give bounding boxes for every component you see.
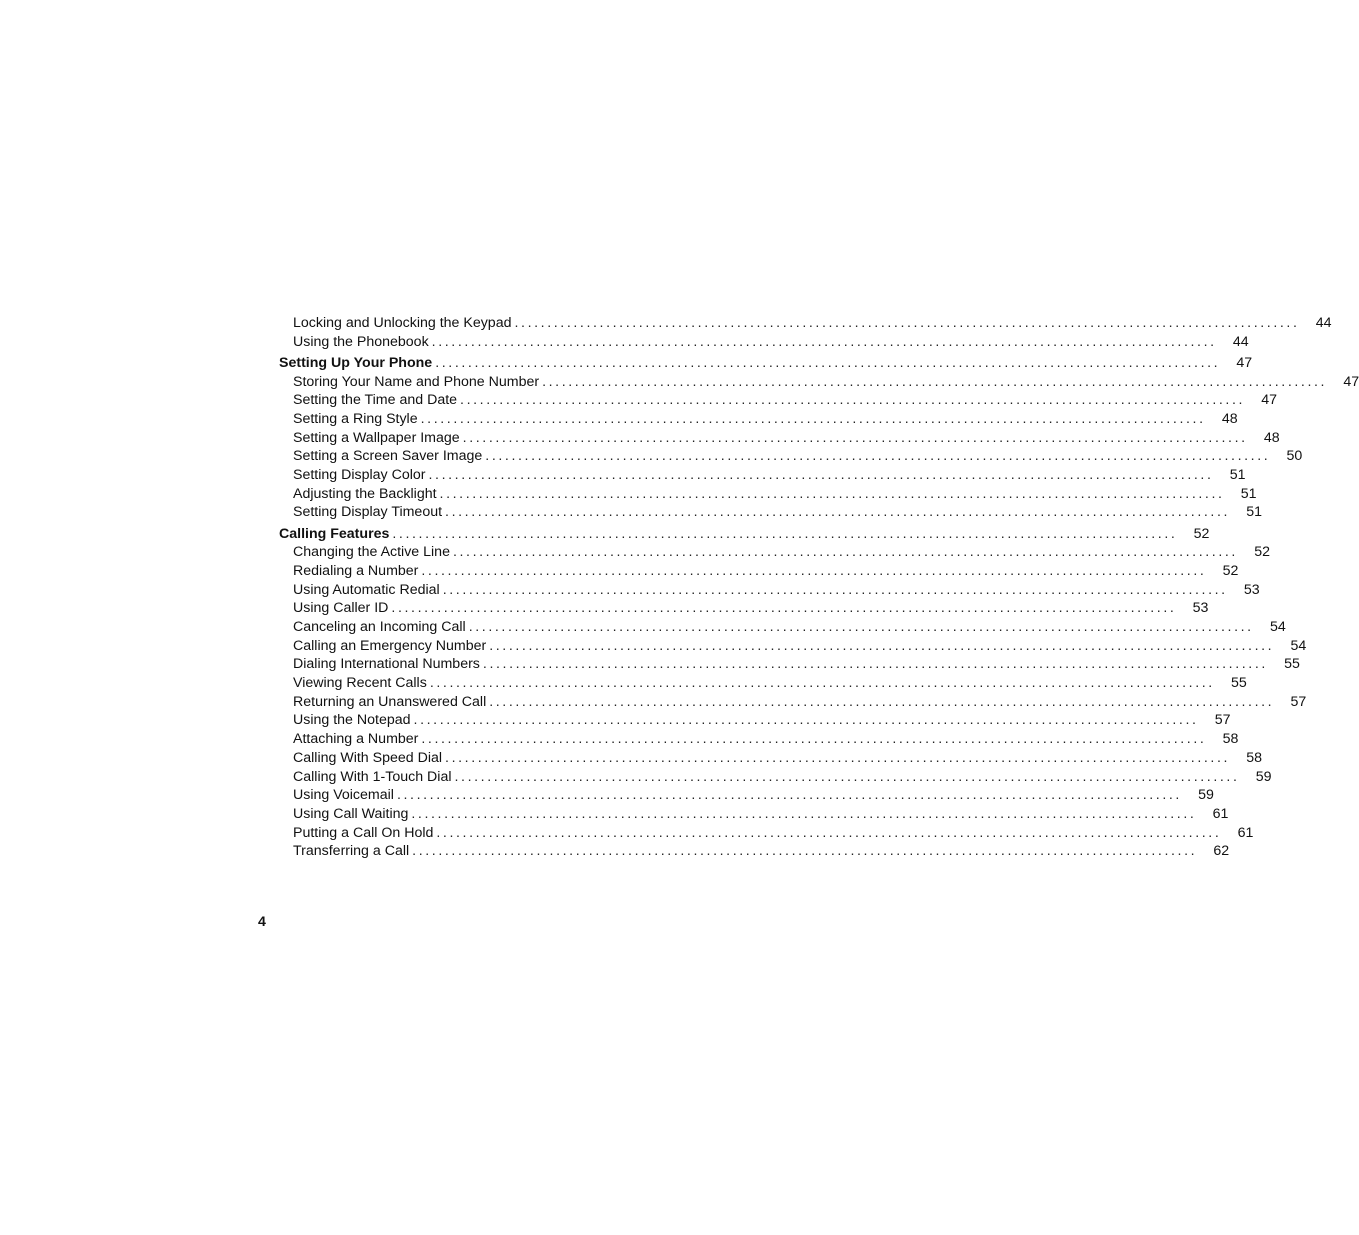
toc-entry-page: 62	[1213, 843, 1230, 860]
toc-entry-title: Setting a Ring Style	[293, 410, 418, 427]
toc-entry[interactable]	[279, 842, 1230, 861]
toc-entry-page: 50	[1286, 448, 1303, 465]
toc-entry[interactable]	[279, 314, 1332, 333]
toc-entry[interactable]	[279, 581, 1260, 600]
toc-entry[interactable]	[279, 768, 1272, 787]
toc-entry[interactable]	[279, 786, 1214, 805]
toc-entry-title: Attaching a Number	[293, 731, 419, 748]
toc-entry-page: 54	[1269, 619, 1286, 635]
toc-entry[interactable]	[279, 429, 1280, 448]
toc-dot-leader: ........................................................................................................................	[411, 805, 1197, 822]
toc-entry-page: 58	[1222, 731, 1239, 748]
toc-section-title: Setting Up Your Phone	[279, 354, 433, 371]
toc-entry[interactable]	[279, 730, 1239, 749]
toc-entry-title: Calling With Speed Dial	[293, 749, 443, 766]
toc-dot-leader: ........................................................................................................................	[460, 392, 1246, 409]
toc-entry[interactable]	[279, 391, 1278, 410]
toc-entry-title: Canceling an Incoming Call	[293, 619, 466, 635]
toc-dot-leader: ........................................................................................................................	[413, 712, 1199, 729]
toc-entry-page: 51	[1246, 504, 1263, 521]
toc-entry-page: 47	[1236, 354, 1253, 371]
toc-entry-title: Using the Phonebook	[293, 333, 429, 350]
toc-dot-leader: ........................................................................................................................	[445, 749, 1231, 766]
toc-entry-page: 44	[1315, 315, 1332, 331]
toc-entry-title: Redialing a Number	[293, 562, 419, 579]
toc-entry-title: Calling an Emergency Number	[293, 637, 487, 654]
toc-entry[interactable]	[279, 466, 1246, 485]
toc-dot-leader: ........................................................................................................................	[391, 600, 1177, 617]
toc-dot-leader: ........................................................................................................................	[429, 675, 1215, 692]
toc-section-title: Calling Features	[279, 525, 390, 542]
toc-entry-page: 51	[1240, 485, 1257, 502]
toc-dot-leader: ........................................................................................................................	[435, 354, 1221, 371]
toc-dot-leader: ........................................................................................................................	[485, 448, 1271, 465]
page-number: 4	[258, 914, 266, 930]
toc-entry-page: 52	[1193, 525, 1210, 542]
toc-dot-leader: ........................................................................................................................	[442, 581, 1228, 598]
table-of-contents	[279, 314, 1359, 861]
toc-entry-title: Transferring a Call	[293, 843, 410, 860]
toc-entry-title: Using Caller ID	[293, 600, 389, 617]
toc-dot-leader: ........................................................................................................................	[421, 731, 1207, 748]
toc-entry-page: 55	[1231, 675, 1247, 692]
toc-entry-page: 61	[1212, 805, 1229, 822]
toc-entry[interactable]	[279, 543, 1270, 562]
toc-entry-title: Setting Display Timeout	[293, 504, 443, 521]
toc-dot-leader: ........................................................................................................................	[489, 693, 1275, 710]
toc-dot-leader: ........................................................................................................................	[428, 467, 1214, 483]
toc-entry-title: Returning an Unanswered Call	[293, 693, 487, 710]
toc-entry-page: 48	[1221, 410, 1238, 427]
toc-entry-page: 61	[1237, 824, 1254, 841]
toc-dot-leader: ........................................................................................................................	[489, 637, 1275, 654]
toc-dot-leader: ........................................................................................................................	[431, 333, 1217, 350]
toc-entry-title: Using Voicemail	[293, 787, 394, 804]
toc-entry-title: Using the Notepad	[293, 712, 411, 729]
toc-dot-leader: ........................................................................................................................	[420, 410, 1206, 427]
toc-entry-title: Setting Display Color	[293, 467, 426, 483]
toc-entry[interactable]	[279, 618, 1286, 637]
toc-entry[interactable]	[279, 674, 1247, 693]
toc-dot-leader: ........................................................................................................................	[542, 373, 1328, 390]
toc-entry[interactable]	[279, 749, 1263, 768]
toc-entry-page: 53	[1192, 600, 1209, 617]
toc-entry-title: Adjusting the Backlight	[293, 485, 437, 502]
toc-entry[interactable]	[279, 805, 1229, 824]
toc-entry-page: 44	[1232, 333, 1249, 350]
toc-entry[interactable]	[279, 599, 1209, 618]
toc-entry-title: Storing Your Name and Phone Number	[293, 373, 540, 390]
toc-entry[interactable]	[279, 637, 1307, 656]
toc-entry[interactable]	[279, 447, 1303, 466]
toc-dot-leader: ........................................................................................................................	[396, 787, 1182, 804]
toc-dot-leader: ........................................................................................................................	[445, 504, 1231, 521]
toc-entry[interactable]	[279, 562, 1239, 581]
toc-entry[interactable]	[279, 503, 1263, 522]
toc-entry-title: Setting the Time and Date	[293, 392, 458, 409]
toc-entry-page: 57	[1290, 693, 1307, 710]
toc-entry[interactable]	[279, 333, 1249, 352]
toc-dot-leader: ........................................................................................................................	[439, 485, 1225, 502]
toc-entry-page: 58	[1246, 749, 1263, 766]
toc-dot-leader: ........................................................................................................................	[452, 544, 1238, 561]
toc-dot-leader: ........................................................................................................................	[436, 824, 1222, 841]
toc-dot-leader: ........................................................................................................................	[392, 525, 1178, 542]
toc-entry-page: 59	[1198, 787, 1214, 804]
toc-entry-title: Calling With 1-Touch Dial	[293, 768, 452, 785]
toc-dot-leader: ........................................................................................................................	[454, 768, 1240, 785]
toc-entry-page: 48	[1263, 429, 1280, 446]
toc-entry-page: 52	[1222, 562, 1239, 579]
toc-entry[interactable]	[279, 711, 1231, 730]
toc-entry-title: Using Call Waiting	[293, 805, 409, 822]
toc-entry-page: 54	[1290, 637, 1307, 654]
toc-entry[interactable]	[279, 824, 1254, 843]
toc-entry-page: 53	[1243, 581, 1260, 598]
toc-dot-leader: ........................................................................................................................	[462, 429, 1248, 446]
toc-dot-leader: ........................................................................................................................	[421, 562, 1207, 579]
toc-entry-page: 47	[1261, 392, 1278, 409]
toc-dot-leader: ........................................................................................................................	[514, 315, 1300, 331]
toc-entry-title: Changing the Active Line	[293, 544, 450, 561]
toc-entry-page: 57	[1214, 712, 1231, 729]
toc-entry-title: Viewing Recent Calls	[293, 675, 427, 692]
toc-entry-page: 55	[1284, 656, 1300, 673]
toc-entry-title: Locking and Unlocking the Keypad	[293, 315, 512, 331]
toc-section-heading[interactable]	[279, 525, 1210, 544]
toc-dot-leader: ........................................................................................................................	[482, 656, 1268, 673]
toc-entry-title: Dialing International Numbers	[293, 656, 480, 673]
toc-dot-leader: ........................................................................................................................	[468, 619, 1254, 635]
toc-entry-page: 47	[1343, 373, 1359, 390]
toc-entry[interactable]	[279, 693, 1307, 712]
toc-entry-page: 59	[1255, 768, 1272, 785]
toc-entry[interactable]	[279, 485, 1257, 504]
toc-entry[interactable]	[279, 373, 1359, 392]
toc-entry[interactable]	[279, 655, 1300, 674]
toc-entry[interactable]	[279, 410, 1238, 429]
toc-entry-title: Using Automatic Redial	[293, 581, 440, 598]
toc-entry-title: Setting a Wallpaper Image	[293, 429, 460, 446]
toc-dot-leader: ........................................................................................................................	[412, 843, 1198, 860]
toc-entry-title: Setting a Screen Saver Image	[293, 448, 483, 465]
toc-entry-page: 51	[1229, 467, 1246, 483]
toc-section-heading[interactable]	[279, 354, 1253, 373]
toc-entry-title: Putting a Call On Hold	[293, 824, 434, 841]
toc-entry-page: 52	[1254, 544, 1270, 561]
